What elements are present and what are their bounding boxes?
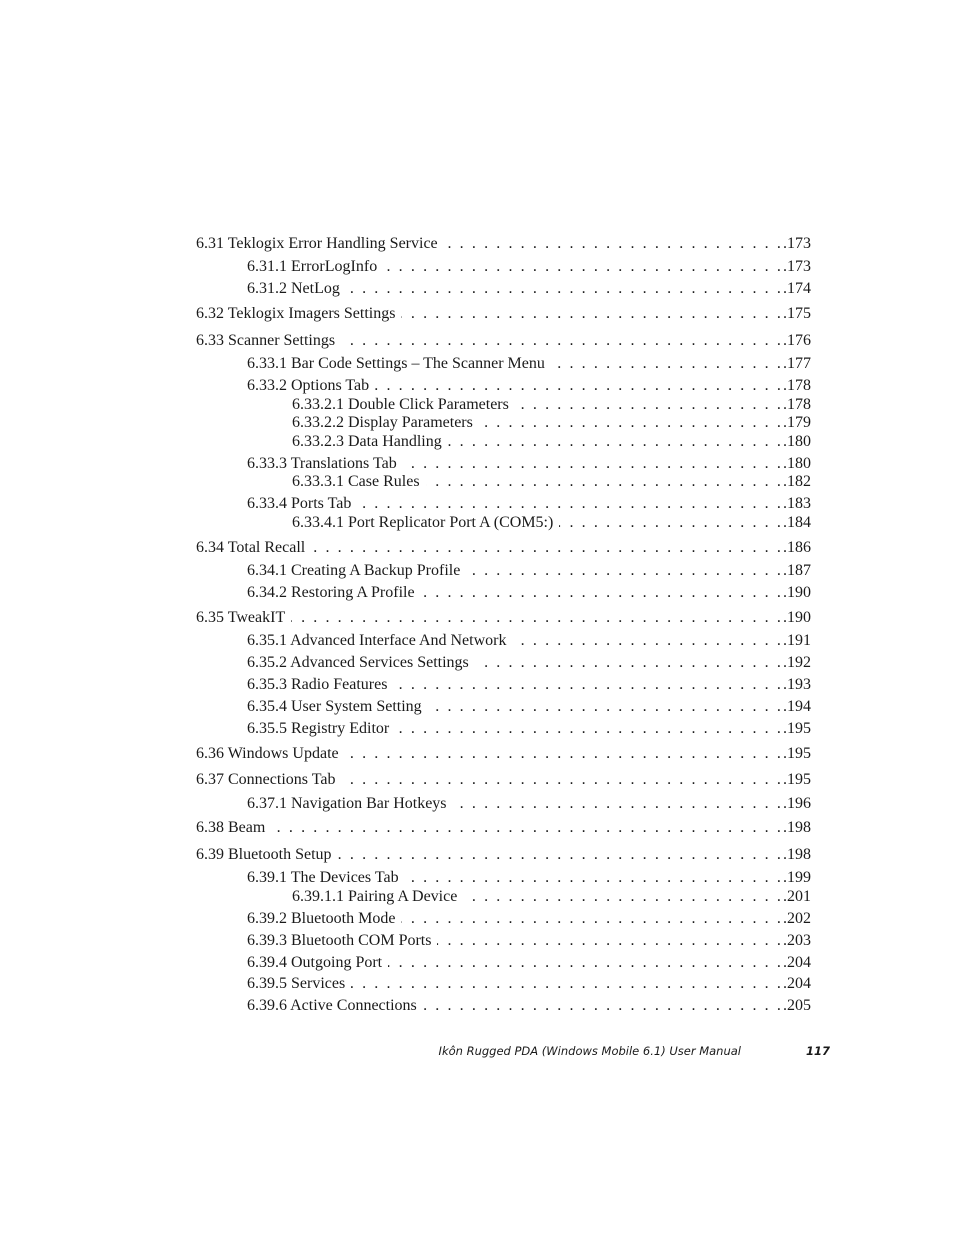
- toc-leader-dots: [341, 770, 783, 789]
- toc-entry[interactable]: [247, 454, 811, 473]
- toc-page-number: .173: [783, 235, 811, 252]
- toc-title: 6.36 Windows Update: [196, 745, 339, 762]
- toc-leader-dots: [475, 653, 783, 672]
- toc-title: 6.31.1 ErrorLogInfo: [247, 258, 378, 275]
- toc-title: 6.34.2 Restoring A Profile: [247, 584, 415, 601]
- toc-title: 6.39.1.1 Pairing A Device: [292, 888, 458, 905]
- toc-page-number: .173: [783, 258, 811, 275]
- toc-entry[interactable]: [247, 794, 811, 813]
- toc-page-number: .190: [783, 609, 811, 626]
- toc-page-number: .186: [783, 539, 811, 556]
- toc-entry[interactable]: [292, 887, 811, 906]
- toc-title: 6.32 Teklogix Imagers Settings: [196, 305, 396, 322]
- toc-leader-dots: [512, 631, 783, 650]
- toc-page-number: .184: [783, 514, 811, 531]
- toc-page-number: .187: [783, 562, 811, 579]
- toc-entry[interactable]: [247, 868, 811, 887]
- toc-entry[interactable]: [247, 697, 811, 716]
- toc-title: 6.39.4 Outgoing Port: [247, 954, 383, 971]
- toc-entry[interactable]: [196, 538, 811, 557]
- toc-entry[interactable]: [247, 583, 811, 602]
- toc-entry[interactable]: [247, 376, 811, 395]
- toc-leader-dots: [437, 931, 783, 950]
- toc-entry[interactable]: [292, 395, 811, 414]
- toc-page-number: .198: [783, 819, 811, 836]
- toc-entry[interactable]: [247, 494, 811, 513]
- toc-page-number: .195: [783, 771, 811, 788]
- toc-entry[interactable]: [247, 653, 811, 672]
- toc-title: 6.33.2.3 Data Handling: [292, 433, 442, 450]
- toc-entry[interactable]: [196, 770, 811, 789]
- toc-title: 6.35.4 User System Setting: [247, 698, 422, 715]
- toc-leader-dots: [426, 472, 783, 491]
- toc-leader-dots: [388, 953, 783, 972]
- toc-title: 6.33.1 Bar Code Settings – The Scanner Menu: [247, 355, 545, 372]
- toc-title: 6.39.6 Active Connections: [247, 997, 417, 1014]
- toc-title: 6.35.1 Advanced Interface And Network: [247, 632, 507, 649]
- toc-entry[interactable]: [247, 909, 811, 928]
- toc-title: 6.31 Teklogix Error Handling Service: [196, 235, 438, 252]
- toc-leader-dots: [375, 376, 783, 395]
- toc-entry[interactable]: [292, 472, 811, 491]
- toc-leader-dots: [271, 818, 783, 837]
- footer-manual-title: Ikôn Rugged PDA (Windows Mobile 6.1) User Manual: [438, 1044, 741, 1058]
- toc-entry[interactable]: [196, 234, 811, 253]
- toc-title: 6.33.2.2 Display Parameters: [292, 414, 473, 431]
- toc-page-number: .204: [783, 975, 811, 992]
- toc-title: 6.35.2 Advanced Services Settings: [247, 654, 469, 671]
- toc-leader-dots: [559, 513, 783, 532]
- toc-page-number: .205: [783, 997, 811, 1014]
- toc-leader-dots: [405, 868, 783, 887]
- toc-leader-dots: [423, 996, 783, 1015]
- toc-title: 6.33.2.1 Double Click Parameters: [292, 396, 509, 413]
- toc-title: 6.35.3 Radio Features: [247, 676, 388, 693]
- toc-leader-dots: [351, 974, 783, 993]
- toc-page-number: .194: [783, 698, 811, 715]
- toc-page-number: .180: [783, 455, 811, 472]
- toc-leader-dots: [463, 887, 783, 906]
- footer-page-number: 117: [805, 1044, 830, 1058]
- toc-page-number: .178: [783, 377, 811, 394]
- toc-page-number: .190: [783, 584, 811, 601]
- toc-entry[interactable]: [247, 719, 811, 738]
- toc-entry[interactable]: [247, 354, 811, 373]
- toc-leader-dots: [338, 845, 783, 864]
- toc-leader-dots: [393, 675, 783, 694]
- toc-page-number: .195: [783, 745, 811, 762]
- toc-leader-dots: [421, 583, 783, 602]
- toc-entry[interactable]: [247, 974, 811, 993]
- toc-leader-dots: [428, 697, 783, 716]
- toc-page-number: .193: [783, 676, 811, 693]
- toc-leader-dots: [341, 331, 783, 350]
- page-footer: [0, 1042, 954, 1060]
- toc-entry[interactable]: [247, 279, 811, 298]
- toc-page-number: .183: [783, 495, 811, 512]
- toc-title: 6.33 Scanner Settings: [196, 332, 336, 349]
- toc-title: 6.34 Total Recall: [196, 539, 306, 556]
- toc-title: 6.39.3 Bluetooth COM Ports: [247, 932, 432, 949]
- toc-entry[interactable]: [247, 561, 811, 580]
- toc-leader-dots: [403, 454, 783, 473]
- toc-page-number: .175: [783, 305, 811, 322]
- toc-title: 6.33.3 Translations Tab: [247, 455, 397, 472]
- toc-title: 6.35.5 Registry Editor: [247, 720, 390, 737]
- toc-title: 6.33.4.1 Port Replicator Port A (COM5:): [292, 514, 554, 531]
- toc-title: 6.33.4 Ports Tab: [247, 495, 352, 512]
- toc-entry[interactable]: [247, 675, 811, 694]
- toc-entry[interactable]: [196, 845, 811, 864]
- toc-title: 6.31.2 NetLog: [247, 280, 340, 297]
- toc-page-number: .179: [783, 414, 811, 431]
- toc-page-number: .182: [783, 473, 811, 490]
- toc-title: 6.39.1 The Devices Tab: [247, 869, 399, 886]
- toc-entry[interactable]: [247, 996, 811, 1015]
- toc-page-number: .191: [783, 632, 811, 649]
- toc-page-number: .204: [783, 954, 811, 971]
- toc-page-number: .174: [783, 280, 811, 297]
- toc-entry[interactable]: [292, 513, 811, 532]
- toc-entry[interactable]: [247, 257, 811, 276]
- toc-leader-dots: [515, 395, 783, 414]
- toc-page-number: .180: [783, 433, 811, 450]
- toc-entry[interactable]: [196, 304, 811, 323]
- toc-leader-dots: [466, 561, 783, 580]
- toc-page-number: .202: [783, 910, 811, 927]
- toc-leader-dots: [453, 794, 783, 813]
- toc-page-number: .196: [783, 795, 811, 812]
- toc-page-number: .198: [783, 846, 811, 863]
- toc-title: 6.38 Beam: [196, 819, 266, 836]
- toc-entry[interactable]: [247, 631, 811, 650]
- toc-title: 6.33.3.1 Case Rules: [292, 473, 420, 490]
- toc-title: 6.37 Connections Tab: [196, 771, 336, 788]
- toc-entry[interactable]: [196, 744, 811, 763]
- toc-leader-dots: [357, 494, 783, 513]
- toc-leader-dots: [479, 413, 783, 432]
- toc-leader-dots: [346, 279, 783, 298]
- toc-leader-dots: [383, 257, 783, 276]
- toc-title: 6.39.2 Bluetooth Mode: [247, 910, 396, 927]
- toc-title: 6.37.1 Navigation Bar Hotkeys: [247, 795, 447, 812]
- toc-page-number: .199: [783, 869, 811, 886]
- toc-entry[interactable]: [247, 953, 811, 972]
- toc-title: 6.39.5 Services: [247, 975, 346, 992]
- toc-leader-dots: [401, 304, 783, 323]
- toc-leader-dots: [401, 909, 783, 928]
- toc-entry[interactable]: [292, 413, 811, 432]
- toc-entry[interactable]: [247, 931, 811, 950]
- toc-title: 6.35 TweakIT: [196, 609, 286, 626]
- toc-leader-dots: [448, 432, 783, 451]
- toc-title: 6.39 Bluetooth Setup: [196, 846, 332, 863]
- toc-page-number: .195: [783, 720, 811, 737]
- toc-page-number: .192: [783, 654, 811, 671]
- toc-leader-dots: [395, 719, 783, 738]
- toc-entry[interactable]: [196, 331, 811, 350]
- toc-leader-dots: [345, 744, 783, 763]
- toc-entry[interactable]: [196, 818, 811, 837]
- toc-page-number: .178: [783, 396, 811, 413]
- toc-leader-dots: [551, 354, 783, 373]
- toc-leader-dots: [311, 538, 783, 557]
- toc-leader-dots: [291, 608, 783, 627]
- toc-entry[interactable]: [292, 432, 811, 451]
- toc-entry[interactable]: [196, 608, 811, 627]
- toc-page-number: .177: [783, 355, 811, 372]
- toc-title: 6.34.1 Creating A Backup Profile: [247, 562, 461, 579]
- toc-page-number: .201: [783, 888, 811, 905]
- toc-leader-dots: [444, 234, 783, 253]
- toc-page-number: .176: [783, 332, 811, 349]
- toc-title: 6.33.2 Options Tab: [247, 377, 370, 394]
- toc-page-number: .203: [783, 932, 811, 949]
